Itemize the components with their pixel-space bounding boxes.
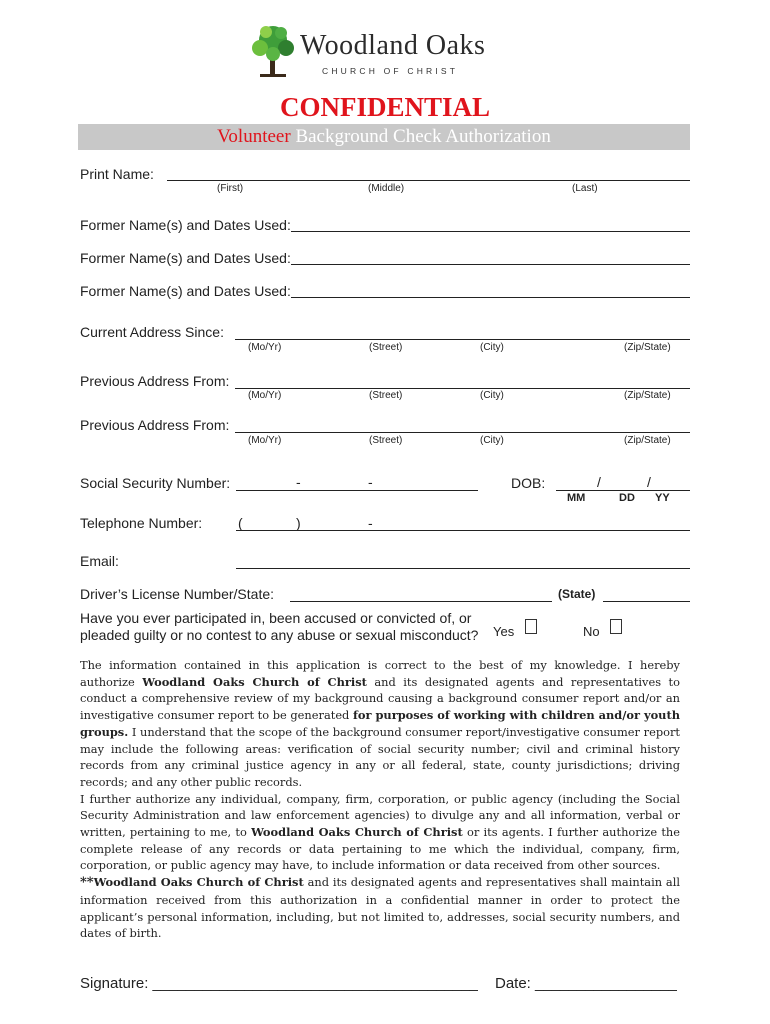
authorization-statement: The information contained in this application is correct to the best of my knowledge. I hereby authorize Woodland Oaks Church of Christ and its designated agents and representatives to conduct a comprehensive review of my background causing a background consumer report and/or an investigative consumer report to be generated for purposes of working with children and/or youth groups. I understand that the scope of the background consumer report/investigative consumer report may include the following areas: verification of social security number; civil and criminal history records from any criminal justice agency in any or all federal, state, county jurisdictions; driving records; and any other public records. I further authorize any individual, company, firm, corporation, or public agency (including the Social Security Administration and law enforcement agencies) to divulge any and all information, verbal or written, pertaining to me, to Woodland Oaks Church of Christ or its agents. I further authorize the complete release of any records or data pertaining to me which the individual, company, firm, corporation, or public agency may have, to include information or data received from other sources. **Woodland Oaks Church of Christ and its designated agents and representatives shall maintain all information received from this authorization in a confidential manner in order to protect the applicant’s personal information, including, but not limited to, addresses, social security numbers, and dates of birth.	[80, 658, 680, 941]
dob-slash-1: /	[597, 474, 601, 490]
phone-dash: -	[368, 515, 373, 531]
misconduct-question-line1: Have you ever participated in, been accused or convicted of, or	[80, 610, 472, 626]
former-name-label-1: Former Name(s) and Dates Used:	[80, 217, 291, 233]
current-address-label: Current Address Since:	[80, 324, 224, 340]
signature-line[interactable]: Signature: _______________________________________	[80, 975, 478, 992]
license-label: Driver’s License Number/State:	[80, 586, 275, 602]
dob-mm-sublabel: MM	[567, 492, 586, 504]
previous-address-label-2: Previous Address From:	[80, 417, 230, 433]
city-sublabel: (City)	[480, 342, 504, 353]
street-sublabel: (Street)	[369, 435, 403, 446]
print-name-field[interactable]	[167, 180, 690, 181]
city-sublabel: (City)	[480, 390, 504, 401]
dob-dd-sublabel: DD	[619, 492, 635, 504]
former-name-field-2[interactable]	[291, 264, 690, 265]
church-name: Woodland Oaks Church of Christ	[251, 825, 463, 840]
license-state-field[interactable]	[603, 601, 690, 602]
phone-close-paren: )	[296, 515, 301, 531]
zip-sublabel: (Zip/State)	[624, 342, 671, 353]
telephone-label: Telephone Number:	[80, 515, 203, 531]
ssn-dash-1: -	[296, 474, 301, 490]
former-name-label-2: Former Name(s) and Dates Used:	[80, 250, 291, 266]
city-sublabel: (City)	[480, 435, 504, 446]
dob-slash-2: /	[647, 474, 651, 490]
first-sublabel: (First)	[217, 183, 244, 194]
church-name: Woodland Oaks Church of Christ	[93, 875, 304, 890]
email-label: Email:	[80, 553, 119, 569]
print-name-label: Print Name:	[80, 166, 154, 182]
current-address-field[interactable]	[235, 339, 690, 340]
last-sublabel: (Last)	[572, 183, 598, 194]
phone-open-paren: (	[238, 515, 243, 531]
moyr-sublabel: (Mo/Yr)	[248, 390, 282, 401]
ssn-label: Social Security Number:	[80, 475, 231, 491]
moyr-sublabel: (Mo/Yr)	[248, 342, 282, 353]
former-name-label-3: Former Name(s) and Dates Used:	[80, 283, 291, 299]
misconduct-question-line2: pleaded guilty or no contest to any abuse or sexual misconduct?	[80, 627, 479, 643]
moyr-sublabel: (Mo/Yr)	[248, 435, 282, 446]
previous-address-label-1: Previous Address From:	[80, 373, 230, 389]
ssn-field[interactable]	[236, 490, 478, 491]
logo-subtitle: CHURCH OF CHRIST	[322, 66, 459, 76]
banner-text: Background Check Authorization	[290, 126, 551, 147]
license-number-field[interactable]	[290, 601, 552, 602]
church-name: Woodland Oaks Church of Christ	[142, 674, 367, 689]
date-line[interactable]: Date: _________________	[495, 975, 677, 992]
ssn-dash-2: -	[368, 474, 373, 490]
title-banner	[78, 124, 690, 150]
tree-icon	[248, 22, 298, 82]
street-sublabel: (Street)	[369, 342, 403, 353]
previous-address-field-2[interactable]	[235, 432, 690, 433]
banner-highlight: Volunteer	[217, 126, 291, 147]
middle-sublabel: (Middle)	[368, 183, 405, 194]
no-label: No	[583, 624, 600, 639]
dob-yy-sublabel: YY	[655, 492, 670, 504]
page-title: CONFIDENTIAL	[279, 92, 491, 122]
yes-checkbox[interactable]	[525, 619, 537, 634]
former-name-field-1[interactable]	[291, 231, 690, 232]
zip-sublabel: (Zip/State)	[624, 435, 671, 446]
zip-sublabel: (Zip/State)	[624, 390, 671, 401]
dob-label: DOB:	[511, 475, 546, 491]
dob-field[interactable]	[556, 490, 690, 491]
no-checkbox[interactable]	[610, 619, 622, 634]
former-name-field-3[interactable]	[291, 297, 690, 298]
logo-name: Woodland Oaks	[300, 30, 486, 61]
street-sublabel: (Street)	[369, 390, 403, 401]
yes-label: Yes	[493, 624, 515, 639]
telephone-field[interactable]	[236, 530, 690, 531]
license-state-label: (State)	[558, 587, 596, 601]
previous-address-field-1[interactable]	[235, 388, 690, 389]
email-field[interactable]	[236, 568, 690, 569]
